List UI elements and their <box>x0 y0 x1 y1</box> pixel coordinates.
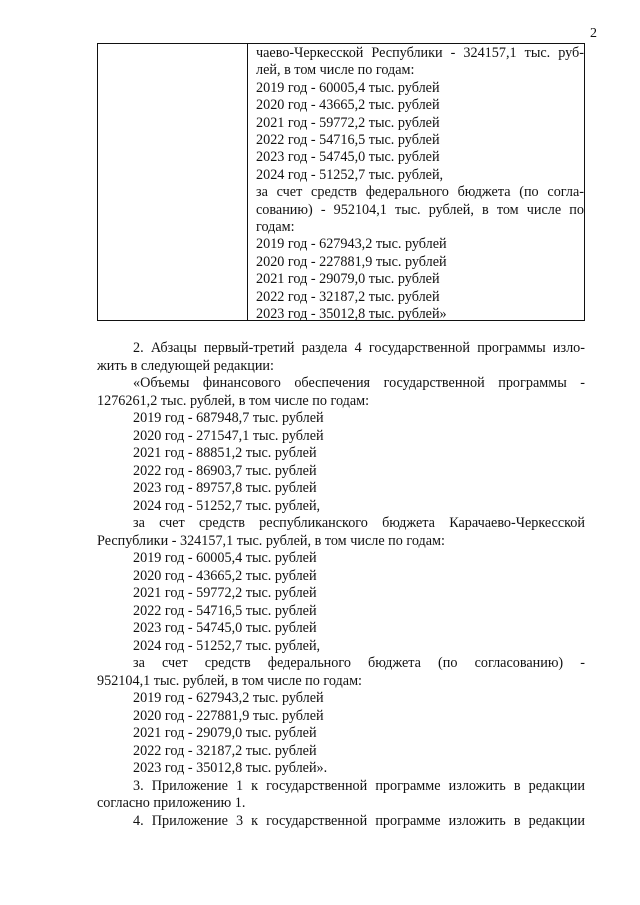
year-line: 2022 год - 32187,2 тыс. рублей <box>133 742 317 759</box>
year-line: 2019 год - 60005,4 тыс. рублей <box>133 550 317 566</box>
continuation-table <box>97 43 585 321</box>
year-line: 2020 год - 271547,1 тыс. рублей <box>133 427 324 444</box>
year-line: 2024 год - 51252,7 тыс. рублей, <box>133 637 321 654</box>
year-line: 2022 год - 54716,5 тыс. рублей <box>133 602 317 619</box>
year-line: 2019 год - 627943,2 тыс. рублей <box>133 690 324 706</box>
table-line: 2023 год - 54745,0 тыс. рублей <box>256 149 440 166</box>
table-line: 2021 год - 59772,2 тыс. рублей <box>256 114 440 131</box>
year-line: 2022 год - 86903,7 тыс. рублей <box>133 462 317 479</box>
table-line: годам: <box>256 219 295 236</box>
table-line: 2022 год - 32187,2 тыс. рублей <box>256 288 440 305</box>
year-line: 2020 год - 227881,9 тыс. рублей <box>133 707 324 724</box>
table-right-cell <box>249 44 584 324</box>
table-line: 2019 год - 627943,2 тыс. рублей <box>256 236 447 253</box>
table-line: 2022 год - 54716,5 тыс. рублей <box>256 132 440 149</box>
paragraph-item-4: 4. Приложение 3 к государственной программе изложить в редакции <box>133 812 585 829</box>
paragraph-item-2: 2. Абзацы первый-третий раздела 4 государственной программы изло- <box>133 340 585 356</box>
table-line: 2020 год - 43665,2 тыс. рублей <box>256 97 440 114</box>
year-line: 2024 год - 51252,7 тыс. рублей, <box>133 497 321 514</box>
table-line: чаево-Черкесской Республики - 324157,1 тыс. руб- <box>256 45 584 61</box>
year-line: 2023 год - 89757,8 тыс. рублей <box>133 480 317 496</box>
page-number: 2 <box>590 26 597 41</box>
paragraph-item-3-cont: согласно приложению 1. <box>97 795 246 811</box>
table-line: 2024 год - 51252,7 тыс. рублей, <box>256 166 444 183</box>
year-line: 2023 год - 54745,0 тыс. рублей <box>133 620 317 636</box>
table-line: 2023 год - 35012,8 тыс. рублей» <box>256 306 447 323</box>
table-line: 2019 год - 60005,4 тыс. рублей <box>256 79 440 96</box>
paragraph-item-2-cont: жить в следующей редакции: <box>97 357 274 374</box>
year-line: 2020 год - 43665,2 тыс. рублей <box>133 567 317 584</box>
federal-paragraph-cont: 952104,1 тыс. рублей, в том числе по годам: <box>97 672 362 689</box>
table-left-cell <box>98 44 248 320</box>
year-line: 2023 год - 35012,8 тыс. рублей». <box>133 760 328 776</box>
federal-paragraph: за счет средств федерального бюджета (по согласованию) - <box>133 655 585 671</box>
body-text <box>97 340 585 830</box>
table-line: сованию) - 952104,1 тыс. рублей, в том числе по <box>256 201 584 218</box>
quote-paragraph: «Объемы финансового обеспечения государственной программы - <box>133 375 585 391</box>
table-line: за счет средств федерального бюджета (по согла- <box>256 184 584 201</box>
table-line: 2021 год - 29079,0 тыс. рублей <box>256 271 440 288</box>
republic-paragraph: за счет средств республиканского бюджета Карачаево-Черкесской <box>133 515 585 531</box>
paragraph-item-3: 3. Приложение 1 к государственной программе изложить в редакции <box>133 777 585 794</box>
year-line: 2019 год - 687948,7 тыс. рублей <box>133 410 324 426</box>
table-line: лей, в том числе по годам: <box>256 62 415 79</box>
republic-paragraph-cont: Республики - 324157,1 тыс. рублей, в том числе по годам: <box>97 532 445 549</box>
year-line: 2021 год - 29079,0 тыс. рублей <box>133 725 317 741</box>
year-line: 2021 год - 88851,2 тыс. рублей <box>133 445 317 461</box>
table-line: 2020 год - 227881,9 тыс. рублей <box>256 253 447 270</box>
year-line: 2021 год - 59772,2 тыс. рублей <box>133 585 317 601</box>
quote-paragraph-cont: 1276261,2 тыс. рублей, в том числе по годам: <box>97 392 370 409</box>
